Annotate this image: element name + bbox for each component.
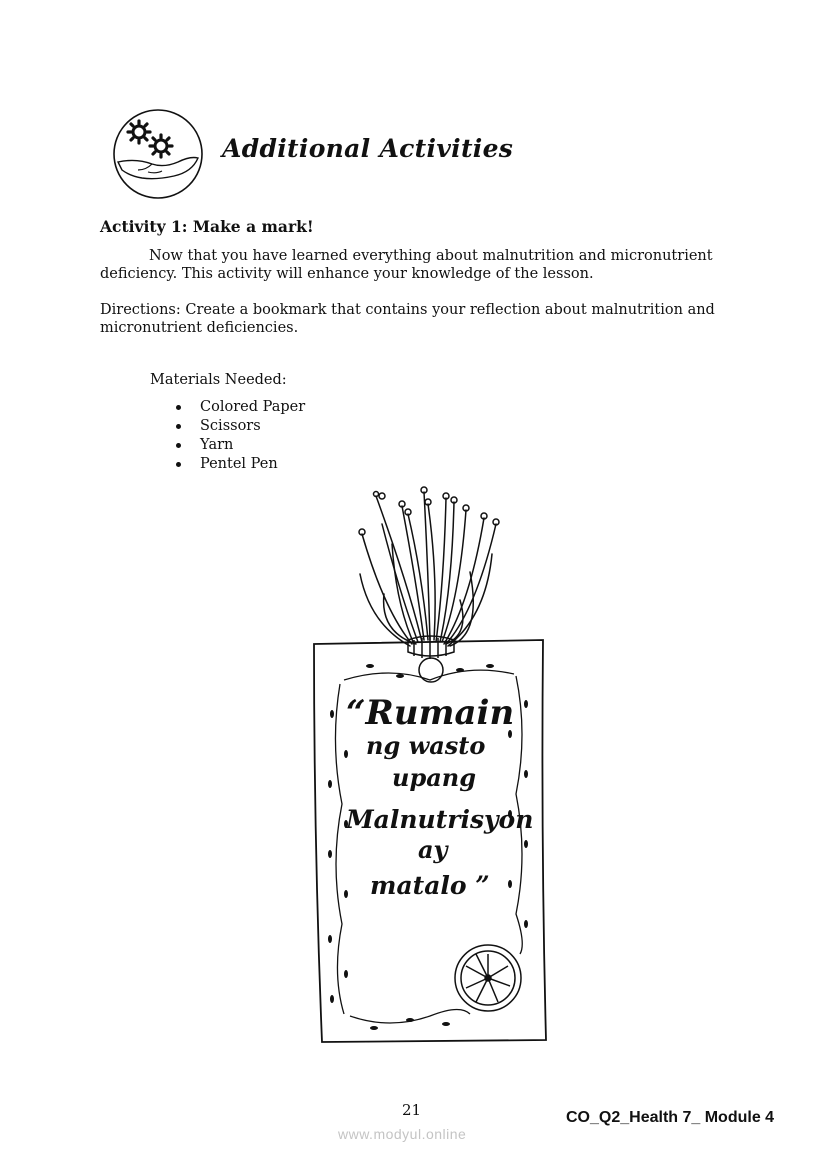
- section-title: Additional Activities: [222, 134, 514, 163]
- gears-in-hand-icon: [112, 108, 204, 200]
- bookmark-illustration: [300, 484, 560, 1050]
- bookmark-line-4: Malnutrisyon: [346, 805, 534, 834]
- bookmark-line-2: ng wasto: [366, 731, 486, 760]
- lemon-slice-icon: [455, 945, 521, 1011]
- activity-heading: Activity 1: Make a mark!: [100, 217, 314, 236]
- bookmark-line-3: upang: [392, 763, 477, 792]
- yarn-tassel-icon: [359, 487, 499, 646]
- list-item: Scissors: [174, 417, 305, 436]
- list-item: Yarn: [174, 436, 305, 455]
- activity-directions: Directions: Create a bookmark that contains your reflection about malnutrition and micronutrient deficiencies.: [100, 302, 715, 336]
- bookmark-line-5: ay: [418, 835, 448, 864]
- bookmark-line-1: “Rumain: [346, 693, 515, 733]
- page-number: 21: [402, 1101, 422, 1119]
- materials-list: [174, 398, 305, 474]
- bookmark-line-6: matalo ”: [370, 871, 490, 900]
- activity-intro: Now that you have learned everything about malnutrition and micronutrient deficiency. This activity will enhance your knowledge of the lesson.: [100, 248, 713, 282]
- materials-label: Materials Needed:: [150, 372, 287, 388]
- watermark: www.modyul.online: [338, 1126, 467, 1142]
- list-item: Colored Paper: [174, 398, 305, 417]
- module-code: CO_Q2_Health 7_ Module 4: [566, 1109, 775, 1126]
- list-item: Pentel Pen: [174, 455, 305, 474]
